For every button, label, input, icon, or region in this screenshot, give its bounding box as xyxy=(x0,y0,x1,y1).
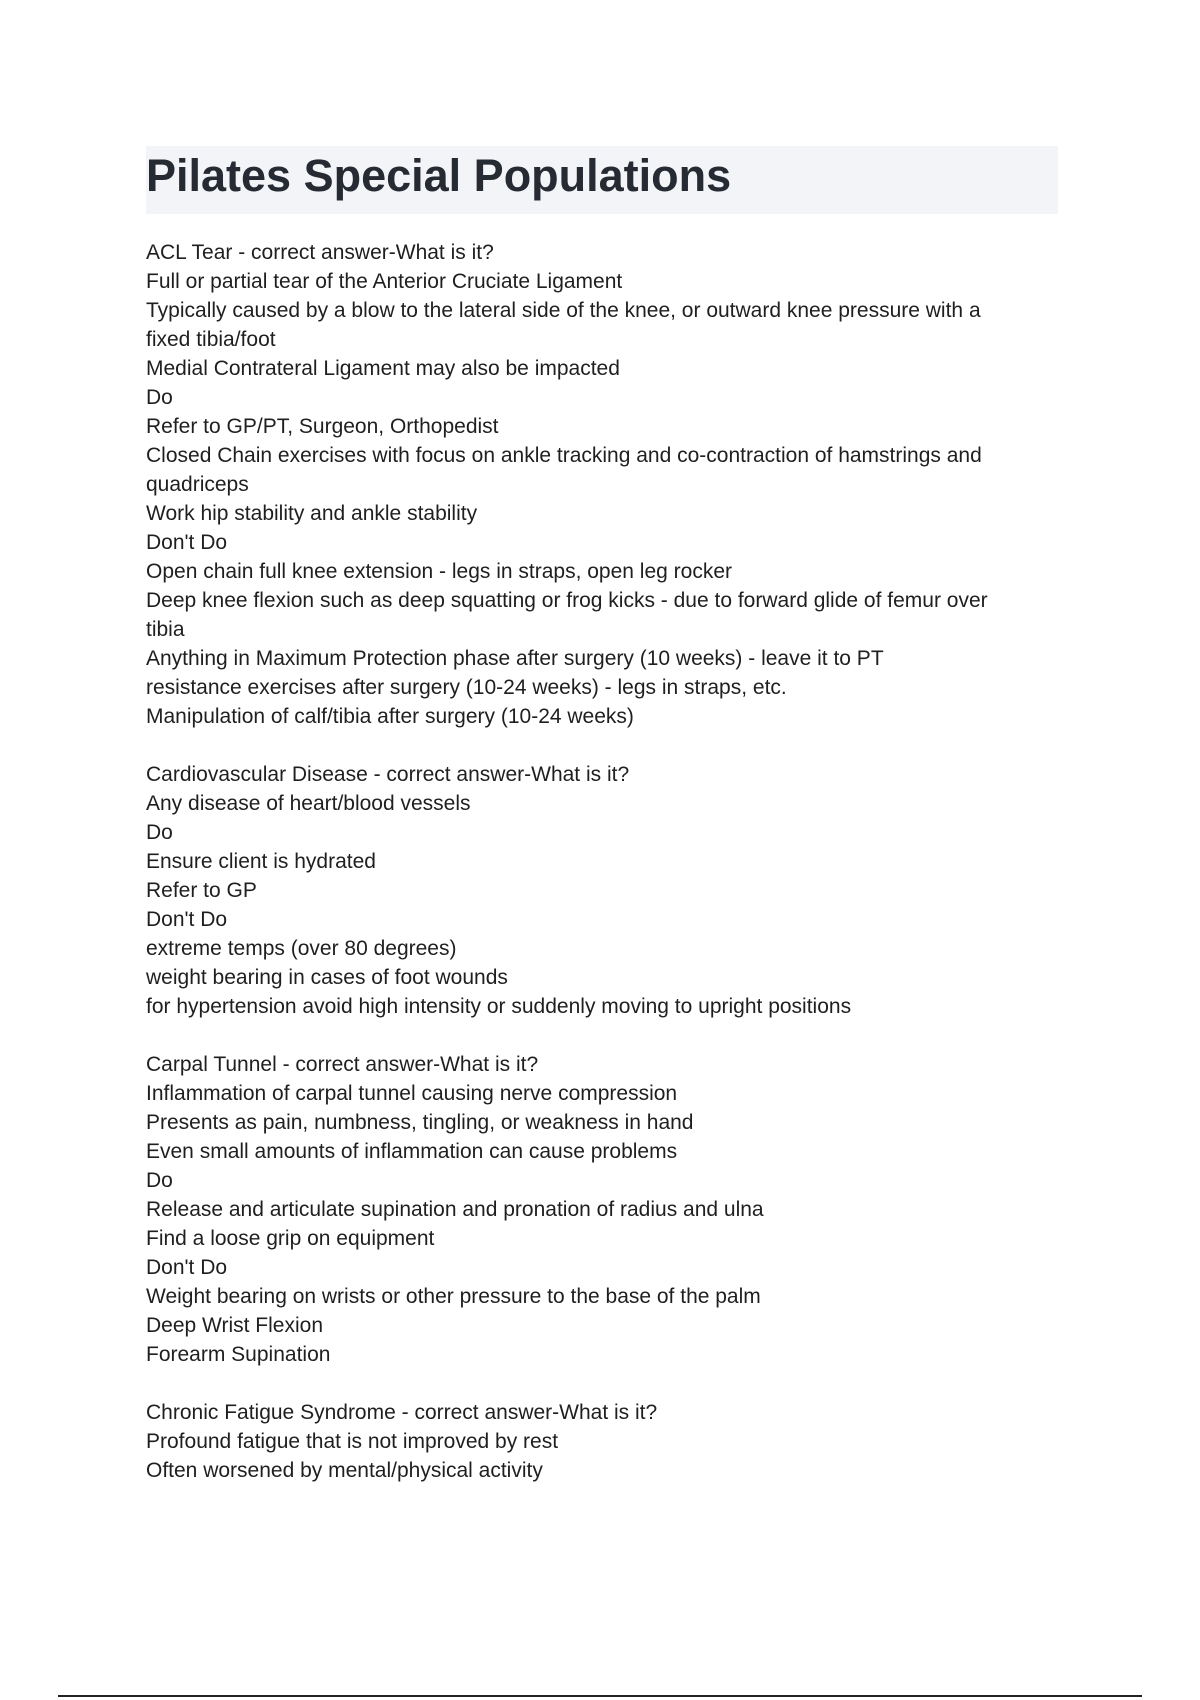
text-line: Even small amounts of inflammation can cause problems xyxy=(146,1140,678,1163)
text-line: Work hip stability and ankle stability xyxy=(146,502,478,525)
page-title: Pilates Special Populations xyxy=(146,150,732,201)
text-line: Open chain full knee extension - legs in straps, open leg rocker xyxy=(146,560,733,583)
text-line: extreme temps (over 80 degrees) xyxy=(146,937,457,960)
term-line: Cardiovascular Disease - correct answer-What is it? xyxy=(146,763,630,786)
text-line: resistance exercises after surgery (10-24 weeks) - legs in straps, etc. xyxy=(146,676,787,699)
text-line: tibia xyxy=(146,618,185,641)
text-line: Often worsened by mental/physical activity xyxy=(146,1459,543,1482)
text-line: Closed Chain exercises with focus on ankle tracking and co-contraction of hamstrings and xyxy=(146,444,982,467)
section-chronic-fatigue-syndrome xyxy=(146,1398,1046,1485)
text-line: Presents as pain, numbness, tingling, or weakness in hand xyxy=(146,1111,694,1134)
text-line: Inflammation of carpal tunnel causing nerve compression xyxy=(146,1082,678,1105)
text-line: for hypertension avoid high intensity or suddenly moving to upright positions xyxy=(146,995,852,1018)
term-line: Carpal Tunnel - correct answer-What is it? xyxy=(146,1053,539,1076)
text-line: weight bearing in cases of foot wounds xyxy=(146,966,508,989)
document-body xyxy=(146,238,1046,1514)
text-line: Weight bearing on wrists or other pressure to the base of the palm xyxy=(146,1285,761,1308)
term-line: Chronic Fatigue Syndrome - correct answer-What is it? xyxy=(146,1401,658,1424)
text-line: Find a loose grip on equipment xyxy=(146,1227,435,1250)
section-carpal-tunnel xyxy=(146,1050,1046,1369)
term-line: ACL Tear - correct answer-What is it? xyxy=(146,241,494,264)
title-banner xyxy=(146,146,1058,214)
footer-divider xyxy=(58,1695,1142,1697)
text-line: Deep knee flexion such as deep squatting or frog kicks - due to forward glide of femur over xyxy=(146,589,988,612)
text-line: Release and articulate supination and pronation of radius and ulna xyxy=(146,1198,764,1221)
text-line: Anything in Maximum Protection phase after surgery (10 weeks) - leave it to PT xyxy=(146,647,884,670)
text-line: Medial Contrateral Ligament may also be impacted xyxy=(146,357,620,380)
do-heading: Do xyxy=(146,821,173,844)
do-heading: Do xyxy=(146,386,173,409)
text-line: quadriceps xyxy=(146,473,249,496)
text-line: Deep Wrist Flexion xyxy=(146,1314,324,1337)
text-line: Full or partial tear of the Anterior Cruciate Ligament xyxy=(146,270,623,293)
text-line: Forearm Supination xyxy=(146,1343,331,1366)
text-line: Profound fatigue that is not improved by rest xyxy=(146,1430,559,1453)
section-acl-tear xyxy=(146,238,1046,731)
text-line: Manipulation of calf/tibia after surgery (10-24 weeks) xyxy=(146,705,634,728)
text-line: fixed tibia/foot xyxy=(146,328,276,351)
dont-do-heading: Don't Do xyxy=(146,908,228,931)
text-line: Any disease of heart/blood vessels xyxy=(146,792,471,815)
text-line: Typically caused by a blow to the lateral side of the knee, or outward knee pressure with a xyxy=(146,299,981,322)
section-cardiovascular-disease xyxy=(146,760,1046,1021)
text-line: Refer to GP/PT, Surgeon, Orthopedist xyxy=(146,415,499,438)
text-line: Refer to GP xyxy=(146,879,257,902)
do-heading: Do xyxy=(146,1169,173,1192)
dont-do-heading: Don't Do xyxy=(146,531,228,554)
text-line: Ensure client is hydrated xyxy=(146,850,376,873)
dont-do-heading: Don't Do xyxy=(146,1256,228,1279)
